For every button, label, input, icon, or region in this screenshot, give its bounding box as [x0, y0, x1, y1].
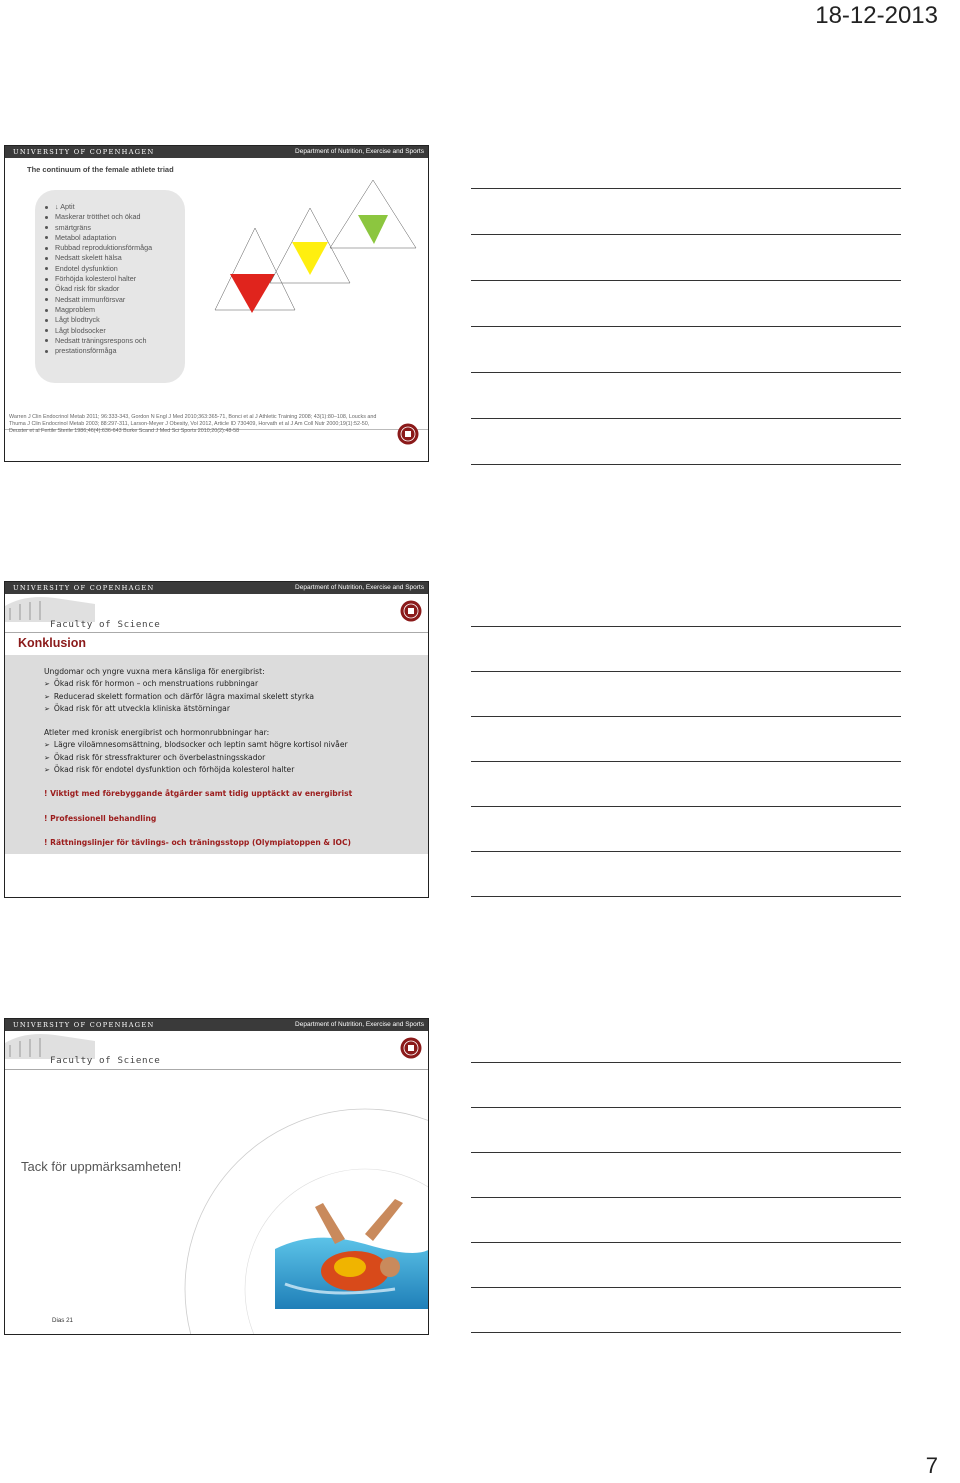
list-item: Nedsatt träningsrespons och — [45, 336, 181, 346]
conclusion-text — [44, 666, 352, 849]
notes-lines-1 — [471, 188, 901, 465]
symptom-list — [45, 202, 181, 356]
list-item-continuation: smärtgräns — [45, 223, 181, 233]
faculty-label: Faculty of Science — [50, 1055, 161, 1066]
list-item: ➢ Ökad risk för att utveckla kliniska ätstörningar — [44, 703, 230, 713]
list-item: Maskerar trötthet och ökad — [45, 212, 181, 222]
slide-konklusion — [4, 581, 429, 898]
list-item: ➢ Ökad risk för stressfrakturer och överbelastningsskador — [44, 752, 266, 762]
list-item: Ökad risk för skador — [45, 284, 181, 294]
green-triangle — [358, 215, 388, 244]
synchronized-swimmers-image — [275, 1189, 429, 1309]
university-seal-icon — [397, 423, 419, 445]
list-item: Nedsatt skelett hälsa — [45, 253, 181, 263]
list-item-continuation: prestationsförmåga — [45, 346, 181, 356]
list-item: Metabol adaptation — [45, 233, 181, 243]
emphasis-1: ! Viktigt med förebyggande åtgärder samt tidig upptäckt av energibrist — [44, 789, 353, 799]
list-item: ➢ Reducerad skelett formation och därför lägra maximal skelett styrka — [44, 691, 315, 701]
slide-athlete-triad — [4, 145, 429, 462]
slide-topbar — [5, 582, 428, 594]
red-triangle — [230, 274, 275, 313]
list-item: ➢ Ökad risk för hormon – och menstruations rubbningar — [44, 679, 259, 689]
list-item: Lågt blodsocker — [45, 326, 181, 336]
list-item: Lågt blodtryck — [45, 315, 181, 325]
list-item: ↓ Aptit — [45, 202, 181, 212]
notes-lines-3 — [471, 1062, 901, 1333]
university-name: UNIVERSITY OF COPENHAGEN — [13, 1021, 155, 1029]
university-name: UNIVERSITY OF COPENHAGEN — [13, 148, 155, 156]
slide-topbar — [5, 1019, 428, 1031]
divider — [5, 632, 428, 633]
slide-topbar — [5, 146, 428, 158]
department-name: Department of Nutrition, Exercise and Sports — [295, 1021, 424, 1028]
slide-title: The continuum of the female athlete triad — [27, 165, 174, 174]
emphasis-2: ! Professionell behandling — [44, 813, 157, 823]
slide-title: Konklusion — [18, 636, 87, 650]
notes-lines-2 — [471, 626, 901, 897]
slide-number: Dias 21 — [52, 1317, 73, 1324]
intro-2: Atleter med kronisk energibrist och hormonrubbningar har: — [44, 728, 270, 738]
yellow-triangle — [292, 242, 328, 275]
list-item: Magproblem — [45, 305, 181, 315]
page-number: 7 — [925, 1453, 938, 1478]
department-name: Department of Nutrition, Exercise and Sports — [295, 584, 424, 591]
triad-continuum-diagram — [210, 178, 425, 318]
list-item: ➢ Lägre viloämnesomsättning, blodsocker och leptin samt högre kortisol nivåer — [44, 740, 348, 750]
emphasis-3: ! Rättningslinjer för tävlings- och träningsstopp (Olympiatoppen & IOC) — [44, 837, 352, 847]
list-item: Endotel dysfunktion — [45, 264, 181, 274]
date-header: 18-12-2013 — [815, 2, 938, 29]
university-seal-icon — [400, 599, 422, 625]
list-item: Rubbad reproduktionsförmåga — [45, 243, 181, 253]
department-name: Department of Nutrition, Exercise and Sports — [295, 148, 424, 155]
university-name: UNIVERSITY OF COPENHAGEN — [13, 584, 155, 592]
list-item: Nedsatt immunförsvar — [45, 295, 181, 305]
faculty-label: Faculty of Science — [50, 619, 161, 630]
university-building-icon — [5, 594, 145, 622]
slide-title: Tack för uppmärksamheten! — [21, 1159, 182, 1174]
list-item: Förhöjda kolesterol halter — [45, 274, 181, 284]
slide-thanks — [4, 1018, 429, 1335]
list-item: ➢ Ökad risk för endotel dysfunktion och förhöjda kolesterol halter — [44, 765, 295, 775]
intro-1: Ungdomar och yngre vuxna mera känsliga för energibrist: — [44, 667, 265, 676]
references: Warren J Clin Endocrinol Metab 2011; 96:333-343, Gordon N Engl J Med 2010;363:365-71, Bonci et al J Athletic Training 2008; 43(1):80–108, Loucks and Thuma J Clin Endocrinol Metab 2003; 88:297-311, Larson-Meyer J Obesity, Vol 2012, Article ID 730409, Horvath et al J Am Coll Nutr 2000;19(1):52-50, Deuster et al Fertile Sterile 1986;46(4):636-643 Burke Scand J Med Sci Sports 2010;20(2):48-58 — [9, 414, 377, 434]
